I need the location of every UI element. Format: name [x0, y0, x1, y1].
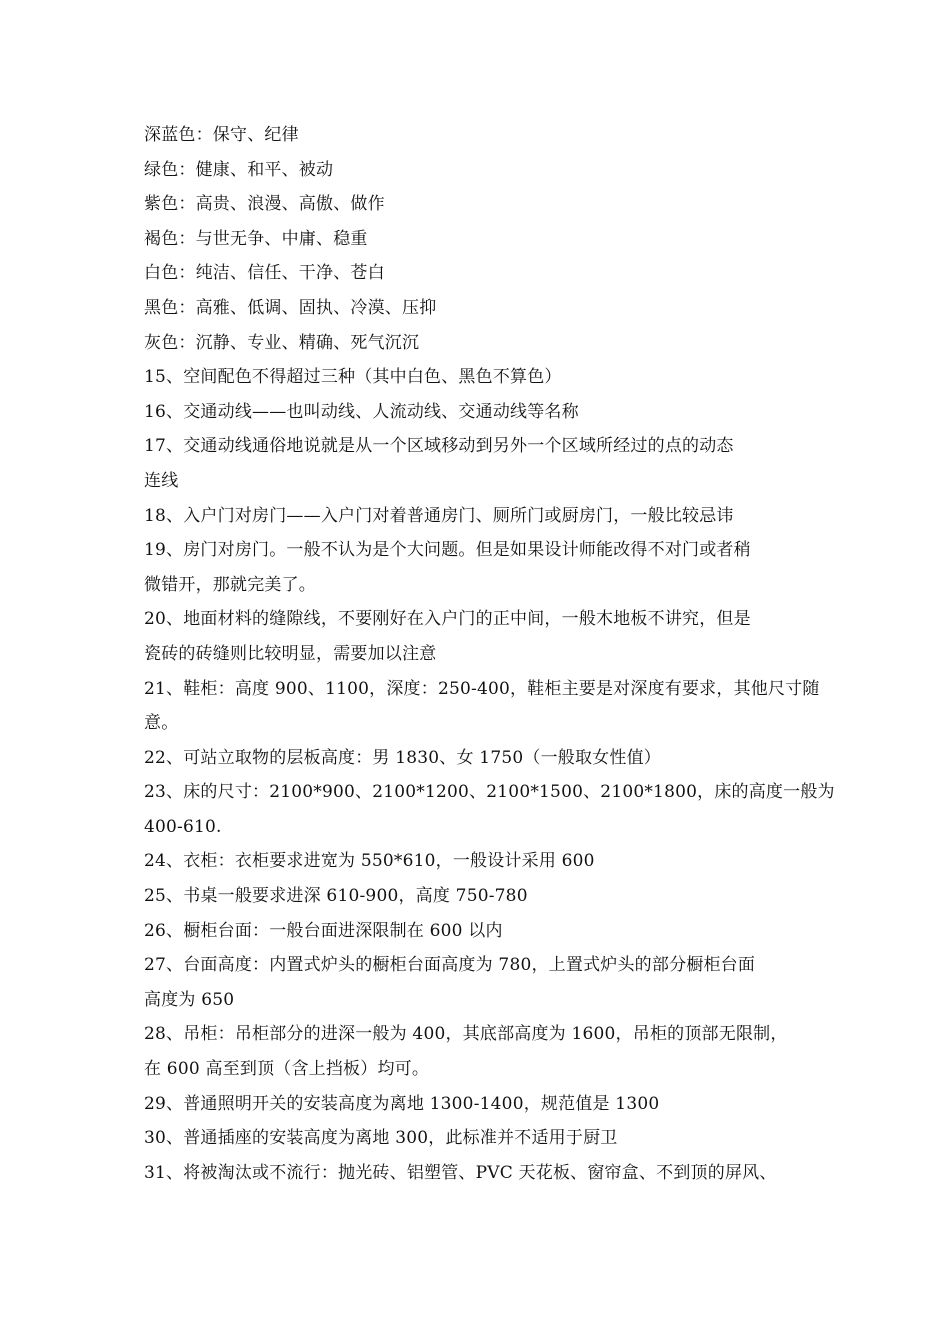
text-line: 18、入户门对房门——入户门对着普通房门、厕所门或厨房门，一般比较忌讳	[144, 505, 734, 526]
text-line: 灰色：沉静、专业、精确、死气沉沉	[144, 332, 420, 353]
text-line: 22、可站立取物的层板高度：男 1830、女 1750（一般取女性值）	[144, 747, 661, 768]
text-line: 29、普通照明开关的安装高度为离地 1300-1400，规范值是 1300	[144, 1093, 660, 1114]
text-line: 在 600 高至到顶（含上挡板）均可。	[144, 1059, 430, 1080]
text-line: 30、普通插座的安装高度为离地 300，此标准并不适用于厨卫	[144, 1128, 618, 1149]
text-line: 白色：纯洁、信任、干净、苍白	[144, 263, 385, 284]
text-line: 26、橱柜台面：一般台面进深限制在 600 以内	[144, 920, 503, 941]
text-line: 连线	[144, 470, 179, 491]
text-line: 瓷砖的砖缝则比较明显，需要加以注意	[144, 643, 437, 664]
text-line: 15、空间配色不得超过三种（其中白色、黑色不算色）	[144, 367, 562, 388]
text-line: 20、地面材料的缝隙线，不要刚好在入户门的正中间，一般木地板不讲究，但是	[144, 609, 751, 630]
text-line: 深蓝色：保守、纪律	[144, 125, 299, 145]
text-line: 16、交通动线——也叫动线、人流动线、交通动线等名称	[144, 401, 579, 422]
text-line: 31、将被淘汰或不流行：抛光砖、铝塑管、PVC 天花板、窗帘盒、不到顶的屏风、	[144, 1162, 777, 1183]
text-line: 意。	[144, 713, 179, 734]
text-line: 21、鞋柜：高度 900、1100，深度：250-400，鞋柜主要是对深度有要求，其他尺寸随	[144, 678, 820, 699]
text-line: 17、交通动线通俗地说就是从一个区域移动到另外一个区域所经过的点的动态	[144, 436, 734, 457]
text-line: 19、房门对房门。一般不认为是个大问题。但是如果设计师能改得不对门或者稍	[144, 540, 751, 561]
text-line: 24、衣柜：衣柜要求进宽为 550*610，一般设计采用 600	[144, 851, 595, 872]
document-body	[144, 118, 835, 1190]
text-line: 23、床的尺寸：2100*900、2100*1200、2100*1500、2100*1800，床的高度一般为	[144, 782, 835, 803]
text-line: 400-610.	[144, 816, 222, 837]
text-line: 黑色：高雅、低调、固执、冷漠、压抑	[144, 297, 437, 318]
text-line: 微错开，那就完美了。	[144, 574, 316, 595]
text-line: 27、台面高度：内置式炉头的橱柜台面高度为 780，上置式炉头的部分橱柜台面	[144, 955, 756, 976]
text-line: 褐色：与世无争、中庸、稳重	[144, 228, 368, 249]
text-line: 紫色：高贵、浪漫、高傲、做作	[144, 194, 385, 215]
text-line: 28、吊柜：吊柜部分的进深一般为 400，其底部高度为 1600，吊柜的顶部无限制，	[144, 1024, 788, 1045]
text-line: 25、书桌一般要求进深 610-900，高度 750-780	[144, 886, 528, 907]
text-line: 绿色：健康、和平、被动	[144, 159, 334, 180]
text-line: 高度为 650	[144, 989, 235, 1010]
